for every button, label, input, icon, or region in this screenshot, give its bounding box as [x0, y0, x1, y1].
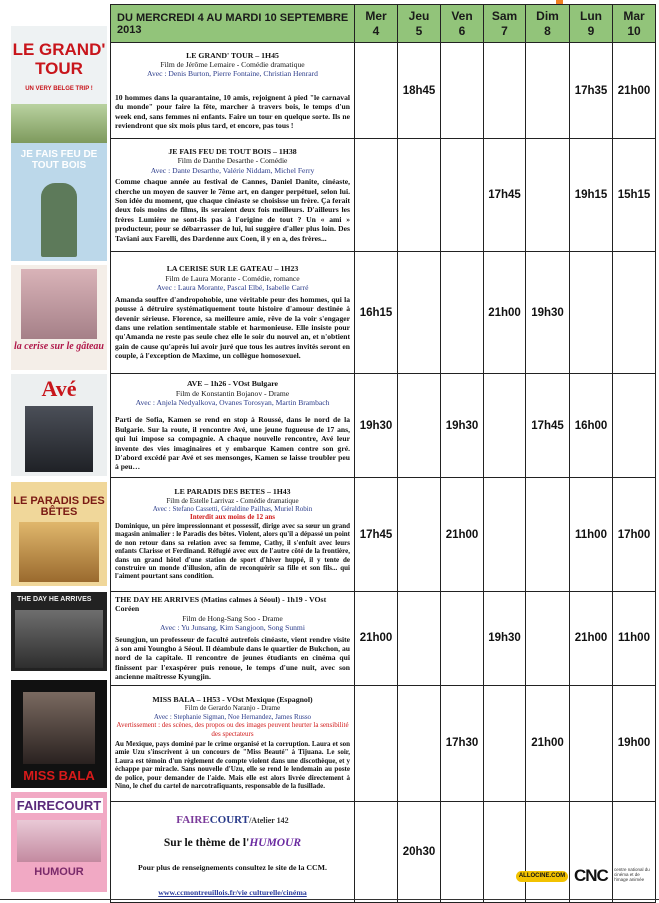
film-director-genre: Film de Estelle Larrivaz - Comédie dramatique: [166, 496, 299, 505]
day-num: 8: [544, 23, 551, 38]
showtime: [398, 139, 441, 252]
showtime: 11h00: [613, 592, 656, 686]
day-header-sam: [484, 5, 526, 43]
film-synopsis: Au Mexique, pays dominé par le crime organisé et la corruption. Laura et son amie Uzu s'inscrivent à un concours de "Miss Beauté" à Tijuana. Le soir, Laura est témoin d'un règlement de compte violent dans une discothèque, et y échappe par miracle. Sans nouvelle d'Uzu, elle se rend le lendemain au poste de police, pour demander de l'aide. Mais elle est alors livrée directement à Nino, le chef du cartel de narcotrafiquants, responsable de la fusillade.: [115, 739, 350, 790]
film-cast: Avec : Laura Morante, Pascal Elbé, Isabelle Carré: [156, 283, 309, 293]
showtime: [355, 43, 398, 139]
showtime: [484, 801, 526, 902]
showtime: 17h45: [526, 374, 570, 478]
film-cast: Avec : Anjela Nedyalkova, Ovanes Torosyan, Martin Brambach: [135, 397, 330, 407]
showtime: 17h45: [484, 139, 526, 252]
poster-title: MISS BALA: [23, 768, 95, 783]
age-restriction: Interdit aux moins de 12 ans: [190, 513, 275, 522]
film-title: THE DAY HE ARRIVES (Matins calmes à Séoul) - 1h19 - VOst Coréen: [115, 595, 327, 614]
film-description: [111, 592, 355, 686]
showtime: [398, 685, 441, 801]
showtime: 19h30: [526, 252, 570, 374]
day-header-lun: [570, 5, 613, 43]
film-director-genre: Film de Jérôme Lemaire - Comédie dramatique: [160, 59, 305, 69]
showtime: [484, 685, 526, 801]
showtime: [441, 43, 484, 139]
poster-title: THE DAY HE ARRIVES: [17, 596, 92, 603]
film-synopsis: Dominique, un père impressionnant et possessif, dirige avec sa sœur un grand magasin animalier : le Paradis des bêtes. Violent, alors qu'il a dépassé un point de non retour dans sa relation avec sa femme, Cathy, il s'enfuit avec leurs enfants Clarisse et Ferdinand. Réfugié avec eux de l'autre côté de la frontière, dans un grand hôtel d'une station de sport d'hiver huppé, il y tente de construire un monde d'illusion, afin de reconquérir sa fille et son fils... qui l'aiment pourtant sans condition.: [115, 521, 350, 581]
film-row: [111, 592, 656, 686]
showtime: 21h00: [484, 252, 526, 374]
faircourt-theme-text: Sur le thème de l': [163, 837, 250, 850]
content-warning: Avertissement : des scènes, des propos ou des images peuvent heurter la sensibilité des spectateurs: [116, 721, 349, 738]
film-title: LE PARADIS DES BETES – 1H43: [174, 487, 291, 497]
ccm-website-link[interactable]: www.ccmontreuillois.fr/vie culturelle/cinéma: [158, 888, 307, 898]
film-description: [111, 685, 355, 801]
schedule-table: [110, 4, 656, 903]
day-header-jeu: [398, 5, 441, 43]
film-row: [111, 43, 656, 139]
showtime: 19h30: [484, 592, 526, 686]
showtime: [570, 685, 613, 801]
showtime: [613, 374, 656, 478]
film-row: [111, 478, 656, 592]
showtime: [526, 43, 570, 139]
faircourt-row: [111, 801, 656, 902]
film-director-genre: Film de Danthe Desarthe - Comédie: [177, 156, 288, 166]
day-num: 6: [458, 23, 466, 38]
showtime: [484, 374, 526, 478]
poster-image: [19, 522, 99, 582]
showtime: [398, 478, 441, 592]
day-num: 9: [587, 23, 595, 38]
faircourt-title: [115, 813, 350, 826]
day-name: Lun: [580, 8, 602, 23]
day-name: Mer: [365, 8, 387, 23]
showtime: 19h30: [441, 374, 484, 478]
faircourt-title-b: COURT: [209, 813, 250, 826]
film-director-genre: Film de Gerardo Naranjo - Drame: [184, 704, 281, 713]
film-row: [111, 685, 656, 801]
showtime: [441, 252, 484, 374]
showtime: [526, 478, 570, 592]
showtime: 21h00: [355, 592, 398, 686]
poster-miss-bala: [11, 680, 107, 788]
poster-le-grand-tour: [11, 26, 107, 154]
showtime: 21h00: [526, 685, 570, 801]
day-name: Jeu: [408, 8, 430, 23]
cnc-logo-subtitle: centre national du cinéma et de l'image animée: [614, 867, 650, 882]
showtime: [398, 252, 441, 374]
film-cast: Avec : Stefano Cassetti, Géraldine Pailhas, Muriel Robin: [152, 505, 313, 514]
film-director-genre: Film de Laura Morante - Comédie, romance: [165, 273, 300, 283]
day-num: 4: [372, 23, 380, 38]
poster-je-fais-feu: [11, 143, 107, 261]
film-description: [111, 252, 355, 374]
showtime: [355, 685, 398, 801]
film-cast: Avec : Stephanie Sigman, Noe Hernandez, James Russo: [153, 712, 312, 721]
allocine-logo: ALLOCINE.COM: [516, 871, 568, 882]
showtime: 17h35: [570, 43, 613, 139]
film-synopsis: Amanda souffre d'andropohobie, une véritable peur des hommes, qui la pousse à détruire systématiquement toute histoire d'amour destinée à devenir sérieuse. Florence, sa meilleure amie, rêve de la voir s'engager dans une relation sentimentale stable et harmonieuse. Elle insiste pour qu'Amanda ne reste pas seule chez elle le soir du nouvel an, et n'obtient gain de cause qu'après lui avoir juré que tous les autres invités seront en couple, à l'exception de Maxime, un collègue homosexuel.: [115, 294, 350, 361]
showtime: [526, 139, 570, 252]
day-name: Mar: [623, 8, 645, 23]
poster-image: [17, 820, 101, 862]
day-num: 7: [501, 23, 508, 38]
showtime: [570, 252, 613, 374]
poster-title: JE FAIS FEU DE TOUT BOIS: [20, 149, 98, 171]
showtime: [526, 592, 570, 686]
film-title: LA CERISE SUR LE GATEAU – 1H23: [166, 264, 299, 274]
day-header-dim: [526, 5, 570, 43]
week-title: DU MERCREDI 4 AU MARDI 10 SEPTEMBRE 2013: [111, 5, 355, 43]
film-row: [111, 252, 656, 374]
day-name: Dim: [536, 8, 559, 23]
poster-the-day-he-arrives: [11, 592, 107, 671]
poster-image: [25, 406, 93, 472]
showtime: 21h00: [441, 478, 484, 592]
showtime: [355, 139, 398, 252]
poster-tagline: HUMOUR: [34, 866, 84, 878]
showtime: [484, 43, 526, 139]
film-row: [111, 374, 656, 478]
page-bottom-rule: [0, 899, 659, 900]
showtime: 17h30: [441, 685, 484, 801]
showtime: [613, 252, 656, 374]
showtime: 17h45: [355, 478, 398, 592]
showtime: 18h45: [398, 43, 441, 139]
showtime: [526, 801, 570, 902]
film-synopsis: 10 hommes dans la quarantaine, 10 amis, rejoignent à pied "le carnaval du monde" pour faire la fête, marcher à travers bois, le temps d'un week end, sans femmes ni enfants. Faire un tour en quelque sorte. Ils ne reviendront que six mois plus tard, et encore, pas tous !: [115, 92, 350, 131]
showtime: 19h15: [570, 139, 613, 252]
day-name: Sam: [491, 8, 518, 23]
film-synopsis: Comme chaque année au festival de Cannes, Daniel Danite, cinéaste, cherche un moyen de sauver le 7ème art, en danger perpétuel, selon lui. Son idée du moment, que chaque cinéaste se choisisse un frère. Ça ferait deux fois moins de films, ils seraient deux fois meilleurs. D'ailleurs les frères Lumière ne sont-ils pas à l'origine de tout ? Un « ami » producteur, pour se débarrasser de lui, lui suggère d'aller plus loin. Des Taviani aux Farelli, des Dardenne aux Coen, il y en a, des frères...: [115, 177, 350, 243]
poster-title: LE PARADIS DES BÊTES: [13, 495, 105, 518]
poster-title: FAIRECOURT: [16, 798, 102, 813]
poster-tagline: UN VERY BELGE TRIP !: [25, 86, 93, 92]
day-name: Ven: [451, 8, 473, 23]
showtime: [441, 592, 484, 686]
film-description: [111, 478, 355, 592]
film-synopsis: Parti de Sofia, Kamen se rend en stop à Roussé, dans le nord de la Bulgarie. Sur la route, il rencontre Avé, une jeune fugueuse de 17 ans, qui lui impose sa compagnie. A chaque nouvelle rencontre, Avé leur invente des vies imaginaires et y embarque Kamen contre son gré. D'abord excédé par Avé et ses mensonges, Kamen se laisse troubler peu à peu…: [115, 415, 350, 472]
day-header-mer: [355, 5, 398, 43]
showtime: 16h00: [570, 374, 613, 478]
day-header-ven: [441, 5, 484, 43]
showtime: 15h15: [613, 139, 656, 252]
showtime: [613, 801, 656, 902]
showtime: [570, 801, 613, 902]
showtime: [355, 801, 398, 902]
showtime: [398, 592, 441, 686]
poster-image: [15, 610, 103, 668]
faircourt-title-a: FAIRE: [176, 813, 210, 826]
film-description: [111, 374, 355, 478]
poster-title: LE GRAND' TOUR: [12, 40, 106, 78]
film-title: JE FAIS FEU DE TOUT BOIS – 1H38: [168, 146, 297, 156]
film-synopsis: Seungjun, un professeur de faculté autrefois cinéaste, vient rendre visite à son ami Youngho à Séoul. Il déambule dans le quartier de Bukchon, au nord de la capitale. Il rencontre de jeunes étudiants en cinéma qui finissent par l'exaspérer puis renoue, le temps d'une nuit, avec son ancienne maîtresse Kyungjin.: [115, 634, 350, 682]
faircourt-theme: [115, 839, 350, 848]
showtime: 21h00: [613, 43, 656, 139]
showtime: [441, 801, 484, 902]
poster-title: Avé: [41, 376, 77, 401]
film-title: LE GRAND' TOUR – 1H45: [186, 50, 279, 60]
showtime: [398, 374, 441, 478]
film-description: [111, 43, 355, 139]
showtime: 19h00: [613, 685, 656, 801]
showtime: [484, 478, 526, 592]
header-row: [111, 5, 656, 43]
film-director-genre: Film de Hong-Sang Soo - Drame: [182, 613, 283, 623]
film-cast: Avec : Dante Desarthe, Valérie Niddam, Michel Ferry: [150, 165, 315, 175]
poster-statue-image: [41, 183, 77, 257]
faircourt-theme-word: HUMOUR: [249, 837, 302, 850]
showtime: 16h15: [355, 252, 398, 374]
day-num: 10: [627, 23, 641, 38]
faircourt-info: Pour plus de renseignements consultez le site de la CCM.: [138, 862, 327, 872]
poster-la-cerise: [11, 265, 107, 370]
faircourt-title-c: /Atelier 142: [249, 815, 289, 825]
poster-ave: [11, 374, 107, 476]
film-row: [111, 139, 656, 252]
day-num: 5: [415, 23, 423, 38]
showtime: 19h30: [355, 374, 398, 478]
film-title: MISS BALA – 1H53 - VOst Mexique (Espagnol): [152, 694, 313, 704]
cnc-logo: CNC: [574, 866, 608, 885]
film-description: [111, 139, 355, 252]
film-director-genre: Film de Konstantin Bojanov - Drame: [175, 388, 290, 398]
day-header-mar: [613, 5, 656, 43]
faircourt-description: [111, 801, 355, 902]
poster-image: [23, 692, 95, 764]
poster-image: [21, 269, 97, 339]
film-cast: Avec : Yu Junsang, Kim Sangjoon, Song Sunmi: [160, 623, 305, 633]
poster-title: la cerise sur le gâteau: [14, 341, 104, 352]
poster-paradis-des-betes: [11, 482, 107, 586]
poster-faircourt: [11, 792, 107, 892]
showtime: 20h30: [398, 801, 441, 902]
showtime: 21h00: [570, 592, 613, 686]
film-title: AVE – 1h26 - VOst Bulgare: [186, 379, 279, 389]
showtime: 17h00: [613, 478, 656, 592]
showtime: [441, 139, 484, 252]
film-cast: Avec : Denis Burton, Pierre Fontaine, Christian Henrard: [147, 69, 318, 79]
showtime: 11h00: [570, 478, 613, 592]
